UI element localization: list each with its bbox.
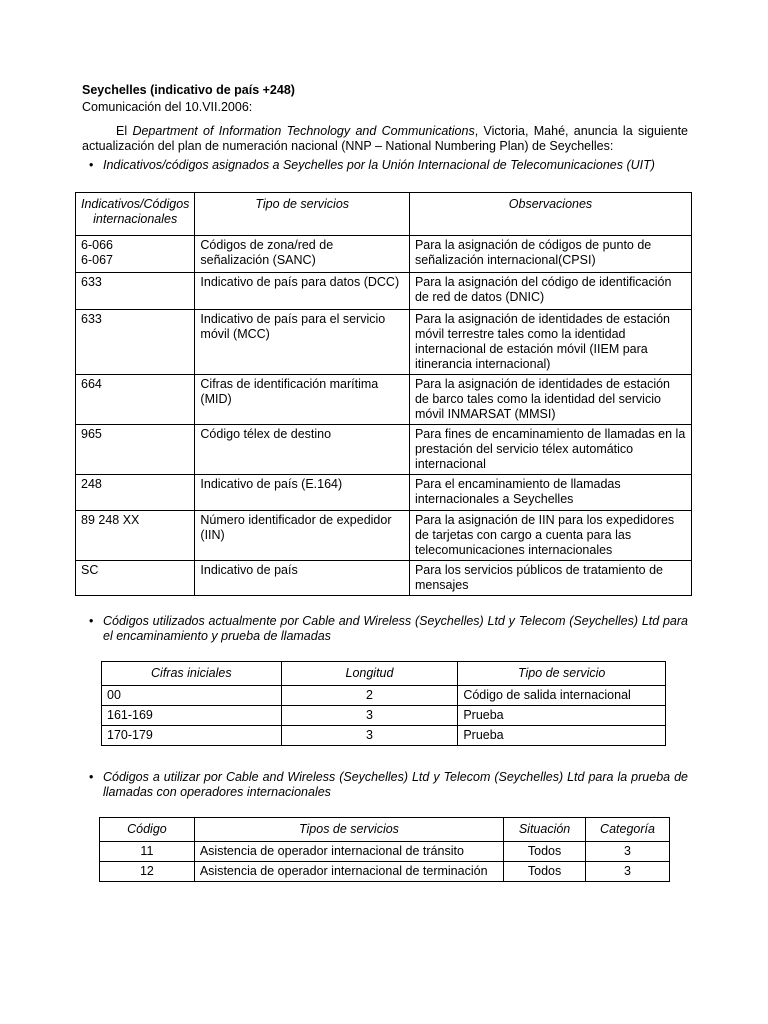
intro-post: , Victoria, Mahé, anuncia la siguiente actualización del plan de numeración nacional (NNP – National Numbering Plan) de Seychelles: [82,124,688,153]
table-row [76,273,692,310]
table-header-row [102,662,666,686]
table-cell: Asistencia de operador internacional de terminación [194,862,503,882]
table-cell: SC [76,561,195,596]
table-cell: 3 [586,862,670,882]
table-cell: 3 [281,706,458,726]
table-cell: Código de salida internacional [458,686,666,706]
column-header: Categoría [586,818,670,842]
table-cell: Prueba [458,726,666,746]
bullet-text: Códigos utilizados actualmente por Cable and Wireless (Seychelles) Ltd y Telecom (Seychelles) Ltd para el encaminamiento y prueba de llamadas [103,614,688,643]
table-cell: 248 [76,475,195,511]
table-row [76,310,692,375]
bullet-itu-codes [89,158,688,173]
intro-department: Department of Information Technology and Communications [132,124,475,138]
table-cell: Indicativo de país para datos (DCC) [195,273,410,310]
intro-paragraph [82,124,688,154]
routing-codes-table [101,661,666,746]
table-row [76,236,692,273]
table-row [76,375,692,425]
table-row [100,862,670,882]
table-cell: Prueba [458,706,666,726]
table-cell: 00 [102,686,282,706]
itu-codes-table [75,192,692,596]
table-cell: Para la asignación de códigos de punto de señalización internacional(CPSI) [409,236,691,273]
bullet-text: Códigos a utilizar por Cable and Wireless (Seychelles) Ltd y Telecom (Seychelles) Ltd para la prueba de llamadas con operadores internacionales [103,770,688,799]
operator-codes-table [99,817,670,882]
table-cell: 89 248 XX [76,511,195,561]
column-header: Código [100,818,195,842]
table-cell: Para la asignación de IIN para los expedidores de tarjetas con cargo a cuenta para las telecomunicaciones internacionales [409,511,691,561]
table-cell: Para la asignación de identidades de estación móvil terrestre tales como la identidad internacional de estación móvil (IIEM para itinerancia internacional) [409,310,691,375]
table-cell: Todos [504,862,586,882]
bullet-text: Indicativos/códigos asignados a Seychelles por la Unión Internacional de Telecomunicaciones (UIT) [103,158,655,172]
table-header-row [100,818,670,842]
table-header-row [76,193,692,236]
table-row [76,425,692,475]
table-cell: Para fines de encaminamiento de llamadas en la prestación del servicio télex automático internacional [409,425,691,475]
table-cell: Indicativo de país (E.164) [195,475,410,511]
table-cell: Indicativo de país para el servicio móvil (MCC) [195,310,410,375]
table-cell: 2 [281,686,458,706]
bullet-operator-codes [89,770,688,800]
table-cell: Para los servicios públicos de tratamiento de mensajes [409,561,691,596]
table-cell: Para la asignación del código de identificación de red de datos (DNIC) [409,273,691,310]
table-cell: 965 [76,425,195,475]
table-cell: Código télex de destino [195,425,410,475]
intro-pre: El [116,124,133,138]
communication-date: Comunicación del 10.VII.2006: [82,100,253,114]
table-cell: Asistencia de operador internacional de tránsito [194,842,503,862]
table-cell: 12 [100,862,195,882]
table-row [76,475,692,511]
table-cell: Cifras de identificación marítima (MID) [195,375,410,425]
bullet-dot: • [89,770,94,784]
table-row [102,726,666,746]
table-cell: Para el encaminamiento de llamadas internacionales a Seychelles [409,475,691,511]
column-header: Tipos de servicios [194,818,503,842]
table-row [76,561,692,596]
page-title: Seychelles (indicativo de país +248) [82,83,295,97]
table-cell: 3 [586,842,670,862]
column-header: Tipo de servicio [458,662,666,686]
table-cell: 11 [100,842,195,862]
column-header: Longitud [281,662,458,686]
column-header: Tipo de servicios [195,193,410,236]
table-row [100,842,670,862]
table-row [76,511,692,561]
table-cell: Para la asignación de identidades de estación de barco tales como la identidad del servicio móvil INMARSAT (MMSI) [409,375,691,425]
table-cell: 170-179 [102,726,282,746]
table-cell: 633 [76,273,195,310]
table-cell: 664 [76,375,195,425]
column-header: Indicativos/Códigos internacionales [76,193,195,236]
table-cell: Códigos de zona/red de señalización (SANC) [195,236,410,273]
table-cell: 6-066 6-067 [76,236,195,273]
table-cell: 161-169 [102,706,282,726]
column-header: Cifras iniciales [102,662,282,686]
table-row [102,686,666,706]
table-cell: Número identificador de expedidor (IIN) [195,511,410,561]
table-cell: 633 [76,310,195,375]
bullet-dot: • [89,158,94,172]
column-header: Situación [504,818,586,842]
table-cell: Todos [504,842,586,862]
table-row [102,706,666,726]
bullet-dot: • [89,614,94,628]
table-cell: 3 [281,726,458,746]
column-header: Observaciones [409,193,691,236]
bullet-routing-codes [89,614,688,644]
table-cell: Indicativo de país [195,561,410,596]
